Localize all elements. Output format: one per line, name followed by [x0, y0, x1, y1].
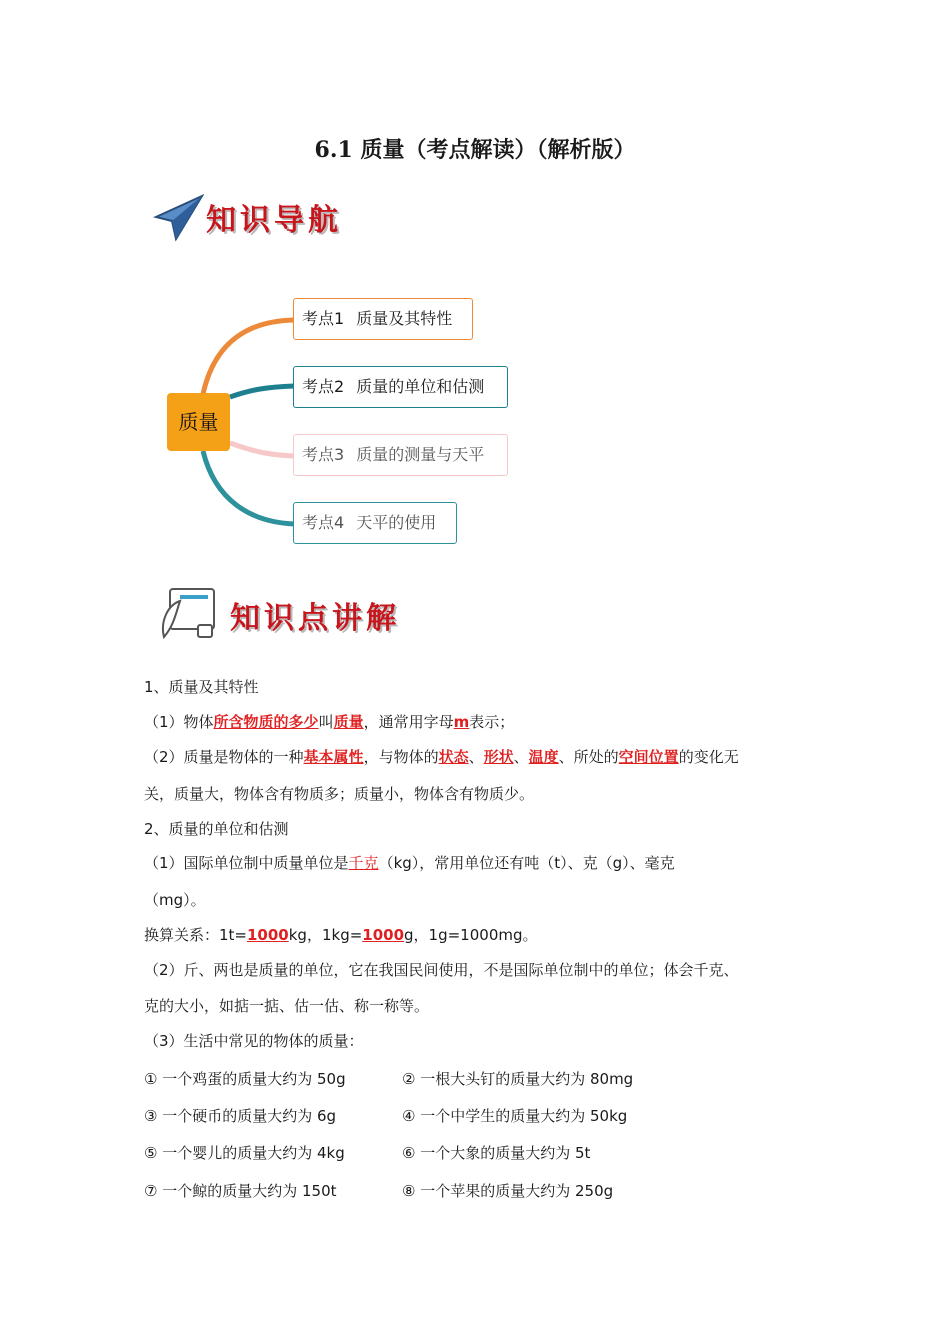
text-run: 的变化无	[678, 748, 739, 766]
text-run: （1）国际单位制中质量单位是	[144, 854, 349, 872]
text-run: g，1g=1000mg。	[404, 926, 538, 944]
key-term: 温度	[528, 748, 559, 766]
mass-example-1: ① 一个鸡蛋的质量大约为 50g	[144, 1070, 346, 1088]
key-term: 千克	[348, 854, 379, 872]
mind-map-node-1	[293, 298, 473, 340]
section-2-para-1	[144, 852, 675, 873]
mind-map-connectors	[0, 290, 950, 560]
section-1-heading: 1、质量及其特性	[144, 678, 259, 696]
mass-example-8: ⑧ 一个苹果的质量大约为 250g	[402, 1182, 614, 1200]
section-2-para-2-cont: 克的大小，如掂一掂、估一估、称一称等。	[144, 997, 430, 1015]
scroll-quill-icon	[154, 585, 222, 643]
text-run: 、	[513, 748, 529, 766]
text-run: ，与物体的	[363, 748, 439, 766]
mass-example-6: ⑥ 一个大象的质量大约为 5t	[402, 1144, 591, 1162]
mass-example-3: ③ 一个硬币的质量大约为 6g	[144, 1107, 337, 1125]
key-term: 状态	[438, 748, 469, 766]
mass-example-7: ⑦ 一个鲸的质量大约为 150t	[144, 1182, 337, 1200]
section-2-para-2: （2）斤、两也是质量的单位，它在我国民间使用，不是国际单位制中的单位；体会千克、	[144, 961, 739, 979]
text-run: 叫	[318, 713, 334, 731]
conversion-line	[144, 924, 538, 945]
node-label: 考点1	[302, 309, 345, 328]
mass-example-4: ④ 一个中学生的质量大约为 50kg	[402, 1107, 628, 1125]
key-term: 形状	[483, 748, 514, 766]
mass-example-2: ② 一根大头钉的质量大约为 80mg	[402, 1070, 634, 1088]
text-run: ，通常用字母	[363, 713, 454, 731]
key-term: 空间位置	[618, 748, 679, 766]
text-run: （1）物体	[144, 713, 214, 731]
text-run: 、	[468, 748, 484, 766]
section-2-para-3: （3）生活中常见的物体的质量：	[144, 1032, 364, 1050]
text-run: kg，1kg=	[288, 926, 363, 944]
key-term: 1000	[247, 926, 289, 944]
knowledge-points-title: 知识点讲解	[230, 601, 400, 636]
section-1-para-2	[144, 746, 739, 767]
key-term: m	[453, 713, 470, 731]
mind-map-node-3	[293, 434, 508, 476]
text-run: 、所处的	[558, 748, 619, 766]
section-2-para-1-cont: （mg）。	[144, 891, 206, 909]
node-label: 考点3	[302, 445, 345, 464]
key-term: 所含物质的多少	[213, 713, 319, 731]
knowledge-nav-banner	[150, 193, 370, 243]
mind-map	[0, 290, 950, 560]
page-title: 6.1 质量（考点解读）（解析版）	[314, 137, 636, 163]
mind-map-node-2	[293, 366, 508, 408]
knowledge-points-banner	[150, 585, 430, 645]
mind-map-node-4	[293, 502, 457, 544]
text-run: （2）质量是物体的一种	[144, 748, 304, 766]
section-2-heading: 2、质量的单位和估测	[144, 820, 289, 838]
node-label: 考点4	[302, 513, 345, 532]
node-text: 质量及其特性	[356, 309, 453, 328]
key-term: 质量	[333, 713, 364, 731]
mass-example-5: ⑤ 一个婴儿的质量大约为 4kg	[144, 1144, 345, 1162]
text-run: （kg），常用单位还有吨（t）、克（g）、毫克	[378, 854, 675, 872]
key-term: 基本属性	[303, 748, 364, 766]
node-label: 考点2	[302, 377, 345, 396]
key-term: 1000	[362, 926, 405, 944]
node-text: 质量的单位和估测	[356, 377, 485, 396]
section-1-para-1	[144, 711, 514, 732]
knowledge-nav-title: 知识导航	[206, 203, 342, 238]
node-text: 质量的测量与天平	[356, 445, 485, 464]
node-text: 天平的使用	[356, 513, 437, 532]
mind-map-root: 质量	[167, 393, 230, 451]
paper-plane-icon	[152, 193, 204, 243]
text-run: 换算关系：1t=	[144, 926, 247, 944]
section-1-para-2-cont: 关，质量大，物体含有物质多；质量小，物体含有物质少。	[144, 785, 535, 803]
text-run: 表示；	[469, 713, 515, 731]
